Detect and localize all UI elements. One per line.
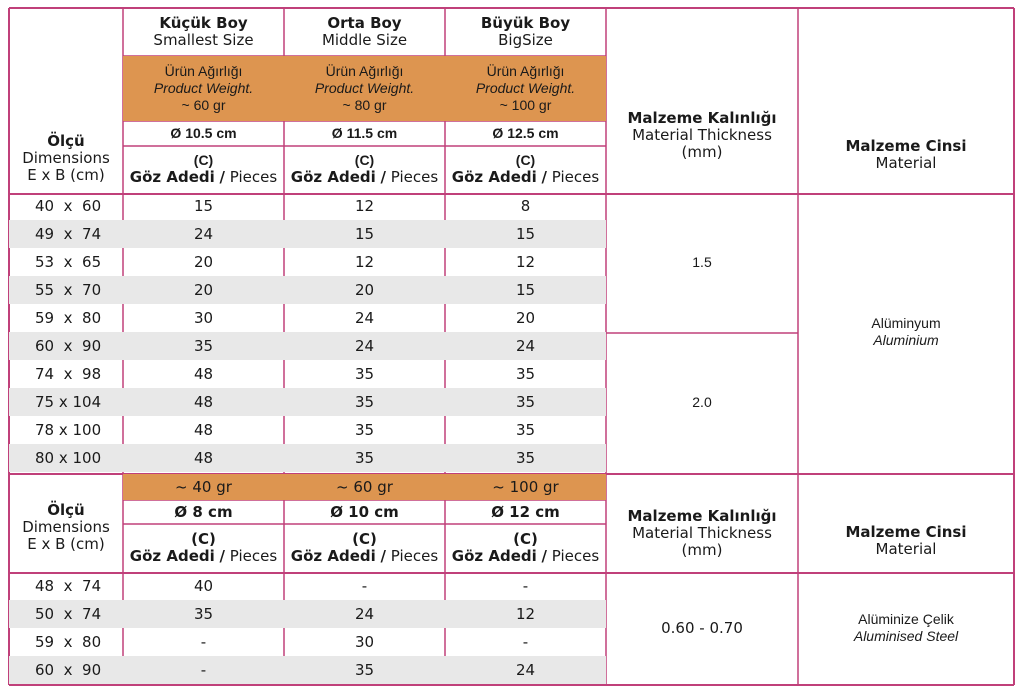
dimensions-header-unit: E x B (cm) (27, 534, 105, 553)
pieces-value: 48 (193, 420, 214, 439)
weight-label-en: Product Weight. (153, 80, 254, 96)
weight-cell: ~ 40 gr (123, 474, 284, 500)
size-header-middle (284, 8, 445, 56)
dimensions-header (9, 474, 123, 572)
pieces-label-en: Pieces (390, 168, 439, 186)
material-tr: Alüminize Çelik (858, 611, 954, 627)
pieces-value: 24 (445, 332, 606, 360)
pieces-value: 24 (123, 220, 284, 248)
thickness-header-en: Material Thickness (632, 125, 772, 144)
pieces-value: 35 (445, 444, 606, 472)
material-header (798, 474, 1014, 572)
pieces-value: 35 (354, 420, 375, 439)
size-name-tr: Orta Boy (327, 14, 402, 32)
pieces-separator: / (219, 168, 226, 186)
size-name-en: Smallest Size (153, 31, 254, 49)
pieces-header (123, 146, 284, 192)
dimension-cell: 48 x 74 (35, 576, 102, 595)
size-name-en: BigSize (498, 31, 553, 49)
pieces-label-en: Pieces (229, 168, 278, 186)
thickness-header-tr: Malzeme Kalınlığı (627, 506, 777, 525)
pieces-value: 48 (193, 364, 214, 383)
weight-value: ~ 60 gr (181, 97, 226, 113)
pieces-header (445, 524, 606, 572)
weight-cell (123, 56, 284, 121)
pieces-value: 35 (284, 444, 445, 472)
aluminium-rows (9, 192, 1014, 472)
pieces-value: 15 (445, 220, 606, 248)
pieces-value: - (522, 576, 529, 595)
pieces-label-en: Pieces (390, 547, 439, 565)
pieces-label-tr: Göz Adedi (290, 168, 376, 186)
thickness-value: 2.0 (692, 393, 712, 410)
weight-label-tr: Ürün Ağırlığı (164, 63, 243, 79)
pieces-value: 48 (123, 388, 284, 416)
pieces-code: (C) (354, 152, 375, 168)
diameter-cell: Ø 12 cm (491, 502, 560, 521)
pieces-value: 15 (193, 196, 214, 215)
size-name-tr: Büyük Boy (480, 14, 571, 32)
pieces-header (284, 146, 445, 192)
pieces-value: 12 (354, 196, 375, 215)
pieces-separator: / (541, 168, 548, 186)
pieces-value: 30 (354, 632, 375, 651)
material-header-en: Material (875, 154, 937, 172)
steel-tray-table (9, 474, 1014, 684)
pieces-value: 35 (123, 600, 284, 628)
table-row (9, 192, 1014, 220)
weight-label-tr: Ürün Ağırlığı (325, 63, 404, 79)
pieces-header (123, 524, 284, 572)
material-en: Aluminium (873, 332, 939, 348)
pieces-separator: / (219, 547, 226, 565)
pieces-header (445, 146, 606, 192)
pieces-label-en: Pieces (229, 547, 278, 565)
pieces-separator: / (380, 168, 387, 186)
thickness-header-unit: (mm) (681, 142, 723, 161)
pieces-code: (C) (352, 530, 377, 548)
thickness-header (606, 8, 798, 192)
dimension-cell: 60 x 90 (9, 656, 123, 684)
pieces-separator: / (541, 547, 548, 565)
material-header-en: Material (875, 540, 937, 558)
pieces-value: 12 (445, 600, 606, 628)
pieces-value: 24 (284, 332, 445, 360)
size-header-small (123, 8, 284, 56)
pieces-code: (C) (191, 530, 216, 548)
thickness-header-tr: Malzeme Kalınlığı (627, 108, 777, 127)
weight-cell (445, 56, 606, 121)
dimension-cell: 49 x 74 (9, 220, 123, 248)
dimension-cell: 40 x 60 (35, 196, 102, 215)
dimension-cell: 55 x 70 (9, 276, 123, 304)
dimensions-header-tr: Ölçü (47, 132, 85, 150)
diameter-cell: Ø 12.5 cm (492, 125, 559, 141)
pieces-label-en: Pieces (551, 168, 600, 186)
dimension-cell: 78 x 100 (35, 420, 102, 439)
pieces-value: 35 (445, 388, 606, 416)
pieces-value: 30 (193, 308, 214, 327)
thickness-header (606, 474, 798, 572)
pieces-value: - (522, 632, 529, 651)
pieces-value: 8 (520, 196, 531, 215)
material-header (798, 8, 1014, 192)
pieces-value: 35 (284, 656, 445, 684)
pieces-label-en: Pieces (551, 547, 600, 565)
weight-label-en: Product Weight. (314, 80, 415, 96)
table-row (9, 572, 1014, 600)
pieces-value: 15 (445, 276, 606, 304)
dimensions-header-en: Dimensions (22, 149, 110, 167)
dimension-cell: 50 x 74 (9, 600, 123, 628)
dimension-cell: 59 x 80 (35, 308, 102, 327)
pieces-value: 12 (515, 252, 536, 271)
steel-rows (9, 572, 1014, 684)
thickness-header-unit: (mm) (681, 540, 723, 559)
pieces-separator: / (380, 547, 387, 565)
pieces-code: (C) (193, 152, 214, 168)
material-header-tr: Malzeme Cinsi (845, 137, 967, 155)
pieces-value: - (361, 576, 368, 595)
diameter-cell: Ø 10.5 cm (170, 125, 237, 141)
dimension-cell: 53 x 65 (35, 252, 102, 271)
weight-cell: ~ 100 gr (445, 474, 606, 500)
pieces-value: 35 (515, 364, 536, 383)
pieces-value: 20 (123, 276, 284, 304)
weight-label-tr: Ürün Ağırlığı (486, 63, 565, 79)
material-cell (798, 192, 1014, 472)
dimensions-header-tr: Ölçü (47, 500, 85, 519)
pieces-value: 24 (284, 600, 445, 628)
dimensions-header-en: Dimensions (22, 517, 110, 536)
pieces-value: 24 (354, 308, 375, 327)
pieces-value: 20 (515, 308, 536, 327)
size-name-tr: Küçük Boy (159, 14, 248, 32)
pieces-value: 15 (284, 220, 445, 248)
pieces-label-tr: Göz Adedi (451, 547, 537, 565)
dimension-cell: 80 x 100 (9, 444, 123, 472)
dimension-cell: 60 x 90 (9, 332, 123, 360)
material-tr: Alüminyum (871, 315, 941, 331)
pieces-label-tr: Göz Adedi (129, 547, 215, 565)
pieces-value: 35 (354, 364, 375, 383)
material-header-tr: Malzeme Cinsi (845, 523, 967, 541)
thickness-header-en: Material Thickness (632, 523, 772, 542)
material-en: Aluminised Steel (853, 628, 959, 644)
pieces-value: 35 (284, 388, 445, 416)
size-name-en: Middle Size (321, 31, 408, 49)
pieces-value: 20 (284, 276, 445, 304)
pieces-label-tr: Göz Adedi (129, 168, 215, 186)
thickness-value: 0.60 - 0.70 (661, 618, 743, 637)
weight-value: ~ 80 gr (342, 97, 387, 113)
pieces-value: 24 (445, 656, 606, 684)
diameter-cell: Ø 11.5 cm (331, 125, 398, 141)
pieces-value: 48 (123, 444, 284, 472)
diameter-cell: Ø 10 cm (330, 502, 399, 521)
material-cell (798, 572, 1014, 684)
size-header-big (445, 8, 606, 56)
weight-cell: ~ 60 gr (284, 474, 445, 500)
dimension-cell: 59 x 80 (35, 632, 102, 651)
dimensions-header-unit: E x B (cm) (27, 166, 105, 184)
diameter-cell: Ø 8 cm (174, 502, 233, 521)
pieces-value: 20 (193, 252, 214, 271)
pieces-code: (C) (515, 152, 536, 168)
pieces-value: 12 (354, 252, 375, 271)
dimension-cell: 74 x 98 (35, 364, 102, 383)
pieces-value: 35 (123, 332, 284, 360)
thickness-value: 1.5 (692, 253, 712, 270)
pieces-value: - (200, 632, 207, 651)
weight-value: ~ 100 gr (499, 97, 552, 113)
pieces-value: 35 (515, 420, 536, 439)
pieces-header (284, 524, 445, 572)
pieces-label-tr: Göz Adedi (451, 168, 537, 186)
aluminium-tray-table (9, 8, 1014, 472)
pieces-label-tr: Göz Adedi (290, 547, 376, 565)
dimensions-header (9, 8, 123, 192)
pieces-value: 40 (193, 576, 214, 595)
pieces-value: - (123, 656, 284, 684)
pieces-code: (C) (513, 530, 538, 548)
weight-label-en: Product Weight. (475, 80, 576, 96)
weight-cell (284, 56, 445, 121)
dimension-cell: 75 x 104 (9, 388, 123, 416)
